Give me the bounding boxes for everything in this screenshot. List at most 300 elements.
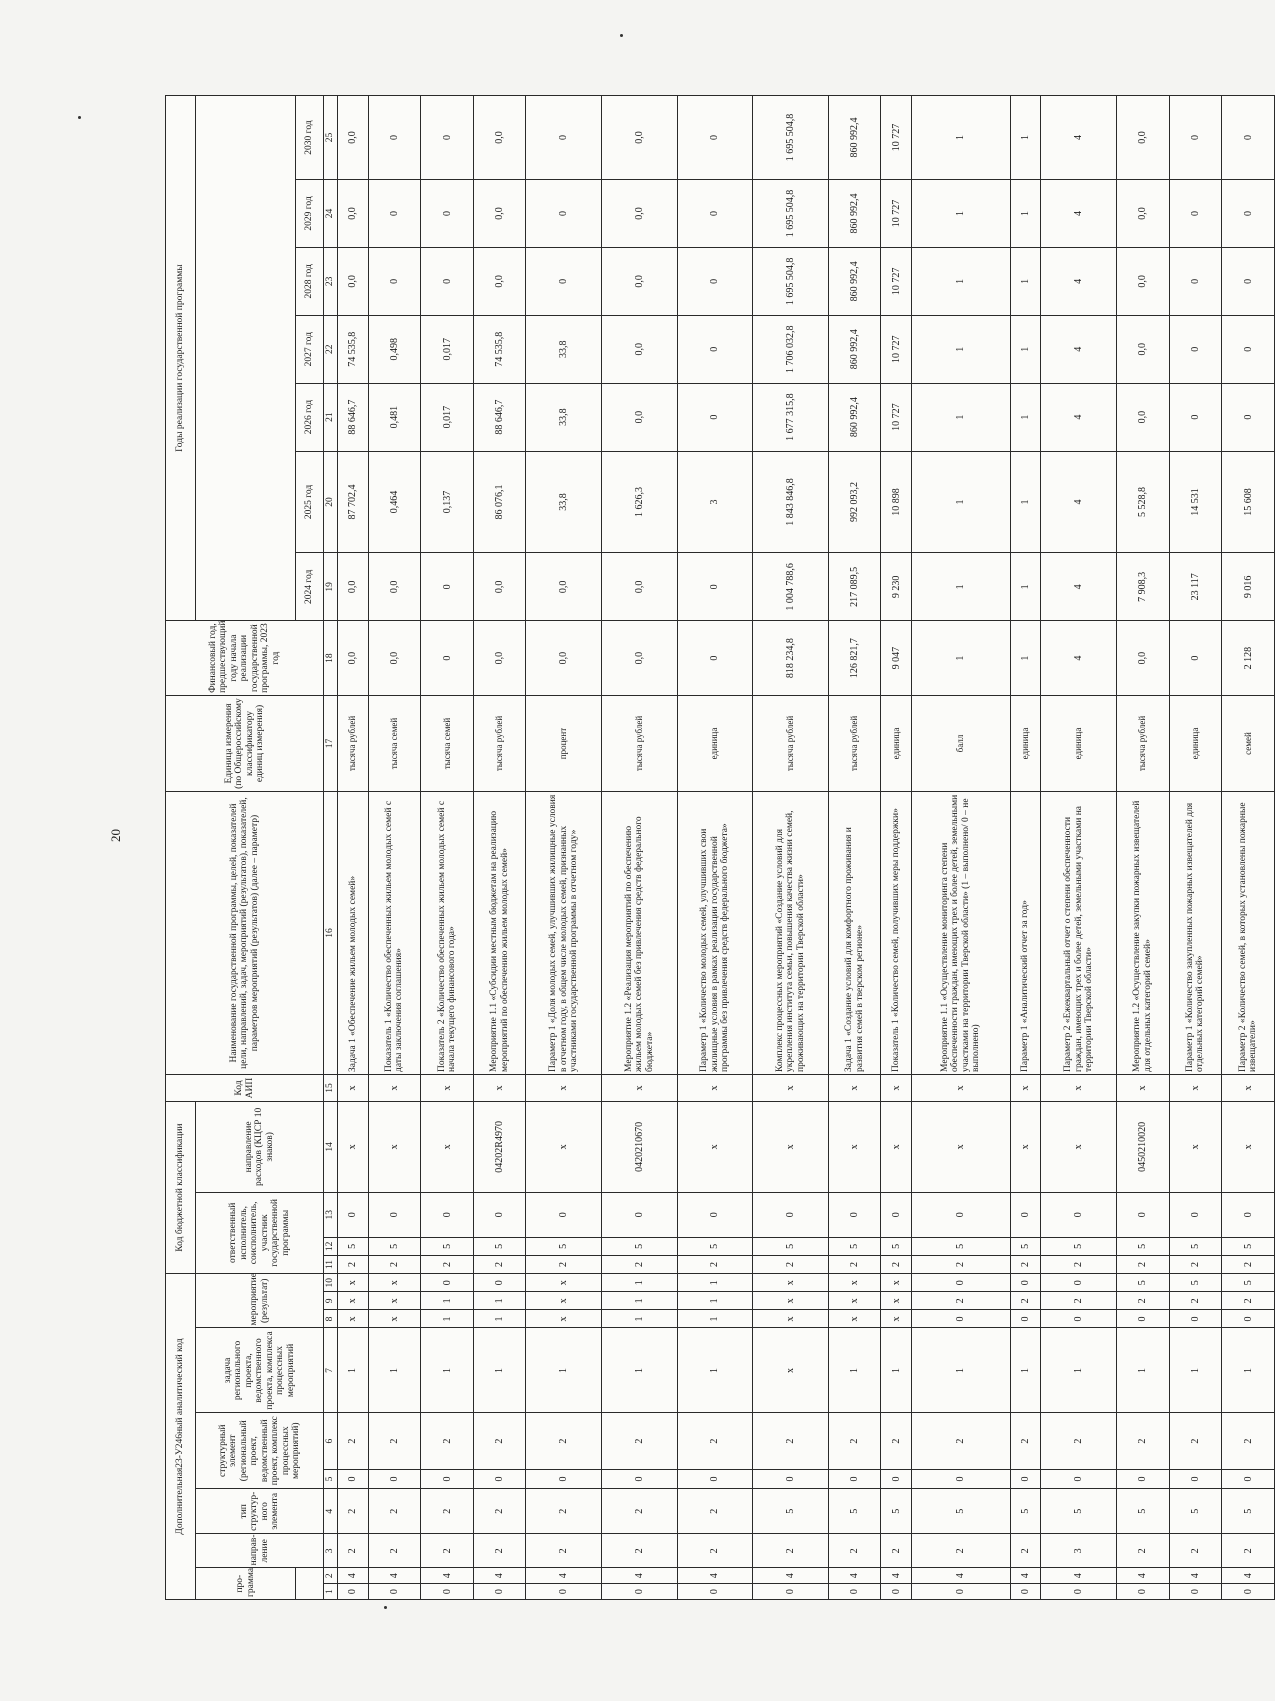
code-cell: 1 [1041, 1328, 1117, 1413]
code-cell: 4 [1010, 1568, 1041, 1584]
description-cell: Параметр 1 «Количество молодых семей, улучшивших свои жилищные условия в рамках реализации государственной программы без привлечения средств федерального бюджета» [677, 792, 753, 1075]
column-number: 2 [324, 1568, 338, 1584]
code-cell: 2 [421, 1489, 474, 1534]
code-cell: 0 [473, 1584, 526, 1600]
code-cell: 4 [1117, 1568, 1170, 1584]
code-cell: 2 [602, 1413, 678, 1470]
code-cell: x [1169, 1074, 1222, 1101]
code-cell: 2 [602, 1534, 678, 1568]
code-cell: 0 [526, 1469, 602, 1488]
value-cell: 4 [1041, 621, 1117, 696]
description-cell: Мероприятие 1.1 «Осуществление мониторинга степени обеспеченности граждан, имеющих трех и более детей, земельными участками на территории Тверской области» (1 – выполнено/ 0 – не выполнено) [912, 792, 1011, 1075]
code-cell: 1 [473, 1310, 526, 1328]
code-cell: 2 [1222, 1255, 1275, 1273]
code-cell: x [1041, 1102, 1117, 1193]
code-cell: x [828, 1274, 881, 1292]
value-cell: 0 [526, 180, 602, 248]
code-cell: 1 [338, 1328, 369, 1413]
code-cell: 0 [1117, 1192, 1170, 1237]
code-cell: x [368, 1274, 421, 1292]
code-cell: 2 [1010, 1534, 1041, 1568]
table-row [1117, 96, 1170, 1600]
code-cell: 2 [473, 1489, 526, 1534]
column-number: 25 [324, 96, 338, 180]
code-cell: x [421, 1102, 474, 1193]
code-cell: x [912, 1102, 1011, 1193]
code-cell: x [881, 1102, 912, 1193]
code-cell: 1 [473, 1328, 526, 1413]
value-cell: 0 [1169, 315, 1222, 383]
code-cell: 4 [1041, 1568, 1117, 1584]
code-cell: 5 [1041, 1237, 1117, 1255]
unit-cell: тысяча рублей [338, 695, 369, 791]
value-cell: 0,0 [1117, 96, 1170, 180]
value-cell: 0,0 [602, 383, 678, 451]
value-cell: 0,0 [338, 180, 369, 248]
code-cell: 0 [1041, 1584, 1117, 1600]
code-cell: x [1169, 1102, 1222, 1193]
code-cell: x [828, 1292, 881, 1310]
value-cell: 1 706 032,8 [753, 315, 829, 383]
code-cell: 2 [1041, 1292, 1117, 1310]
code-cell: 0420210670 [602, 1102, 678, 1193]
table-row [1169, 96, 1222, 1600]
code-cell: 4 [526, 1568, 602, 1584]
value-cell: 0 [1169, 621, 1222, 696]
value-cell: 10 727 [881, 96, 912, 180]
code-cell: 1 [828, 1328, 881, 1413]
code-cell: x [828, 1074, 881, 1101]
value-cell: 87 702,4 [338, 451, 369, 553]
code-cell: 0 [473, 1469, 526, 1488]
column-number: 18 [324, 621, 338, 696]
code-cell: 0 [1117, 1469, 1170, 1488]
column-number: 1 [324, 1584, 338, 1600]
code-cell: 5 [753, 1237, 829, 1255]
code-cell: 5 [912, 1237, 1011, 1255]
value-cell: 0,0 [473, 96, 526, 180]
value-cell: 74 535,8 [473, 315, 526, 383]
code-cell: 0 [912, 1274, 1011, 1292]
column-number: 13 [324, 1192, 338, 1237]
value-cell: 10 727 [881, 180, 912, 248]
header-struct-element: структурный элемент (региональный проект, ведомственный проект, комплекс процессных мероприятий) [196, 1413, 324, 1489]
code-cell: 2 [1222, 1413, 1275, 1470]
code-cell: 5 [828, 1489, 881, 1534]
code-cell: 5 [828, 1237, 881, 1255]
code-cell: 2 [1117, 1534, 1170, 1568]
code-cell: x [881, 1310, 912, 1328]
code-cell: 2 [526, 1489, 602, 1534]
unit-cell: тысяча рублей [473, 695, 526, 791]
code-cell: 2 [421, 1534, 474, 1568]
code-cell: 4 [828, 1568, 881, 1584]
code-cell: 2 [368, 1255, 421, 1273]
value-cell: 1 [1010, 451, 1041, 553]
code-cell: 2 [421, 1413, 474, 1470]
value-cell: 0 [677, 315, 753, 383]
scan-speck [384, 1606, 387, 1609]
value-cell: 14 531 [1169, 451, 1222, 553]
code-cell: 5 [1010, 1237, 1041, 1255]
code-cell: x [1010, 1102, 1041, 1193]
code-cell: 04202R4970 [473, 1102, 526, 1193]
value-cell: 1 [912, 315, 1011, 383]
code-cell: x [828, 1102, 881, 1193]
value-cell: 818 234,8 [753, 621, 829, 696]
unit-cell: тысяча рублей [753, 695, 829, 791]
value-cell: 217 089,5 [828, 553, 881, 621]
code-cell: x [753, 1310, 829, 1328]
value-cell: 0,464 [368, 451, 421, 553]
value-cell: 10 727 [881, 247, 912, 315]
year-2030: 2030 год [296, 96, 324, 180]
value-cell: 860 992,4 [828, 96, 881, 180]
column-number: 17 [324, 695, 338, 791]
code-cell: 2 [753, 1255, 829, 1273]
code-cell: 0 [753, 1469, 829, 1488]
code-cell: 2 [1041, 1255, 1117, 1273]
value-cell: 4 [1041, 553, 1117, 621]
code-cell: 4 [677, 1568, 753, 1584]
value-cell: 0 [421, 553, 474, 621]
unit-cell: единица [881, 695, 912, 791]
value-cell: 7 908,3 [1117, 553, 1170, 621]
code-cell: 2 [1117, 1255, 1170, 1273]
code-cell: 1 [602, 1292, 678, 1310]
code-cell: 2 [1169, 1534, 1222, 1568]
code-cell: x [1041, 1074, 1117, 1101]
code-cell: 5 [526, 1237, 602, 1255]
code-cell: 0 [368, 1584, 421, 1600]
code-cell: x [1222, 1102, 1275, 1193]
code-cell: 4 [602, 1568, 678, 1584]
code-cell: x [753, 1274, 829, 1292]
value-cell: 0 [677, 247, 753, 315]
code-cell: 5 [1169, 1489, 1222, 1534]
value-cell: 2 128 [1222, 621, 1275, 696]
column-number: 4 [324, 1489, 338, 1534]
value-cell: 126 821,7 [828, 621, 881, 696]
code-cell: 0 [912, 1310, 1011, 1328]
code-cell: x [602, 1074, 678, 1101]
code-cell: 2 [368, 1489, 421, 1534]
code-cell: 2 [1169, 1255, 1222, 1273]
value-cell: 0 [1169, 180, 1222, 248]
value-cell: 0,0 [473, 247, 526, 315]
column-number: 8 [324, 1310, 338, 1328]
code-cell: x [526, 1292, 602, 1310]
code-cell: 0 [1041, 1469, 1117, 1488]
value-cell: 1 [1010, 180, 1041, 248]
value-cell: 4 [1041, 96, 1117, 180]
column-number: 23 [324, 247, 338, 315]
code-cell: 1 [677, 1274, 753, 1292]
code-cell: 2 [1010, 1292, 1041, 1310]
code-cell: 5 [1222, 1274, 1275, 1292]
code-cell: 4 [881, 1568, 912, 1584]
value-cell: 0,0 [473, 621, 526, 696]
value-cell: 0 [421, 247, 474, 315]
year-2028: 2028 год [296, 247, 324, 315]
code-cell: 0 [881, 1469, 912, 1488]
code-cell: 4 [1222, 1568, 1275, 1584]
value-cell: 0 [421, 621, 474, 696]
value-cell: 0 [1222, 96, 1275, 180]
description-cell: Мероприятие 1.2 «Реализация мероприятий по обеспечению жильем молодых семей без привлечения средств федерального бюджета» [602, 792, 678, 1075]
code-cell: 2 [1222, 1292, 1275, 1310]
header-event: мероприятие (результат) [196, 1274, 324, 1328]
code-cell: 5 [602, 1237, 678, 1255]
column-number: 6 [324, 1413, 338, 1470]
code-cell: x [338, 1102, 369, 1193]
code-cell: x [338, 1074, 369, 1101]
table-row [473, 96, 526, 1600]
code-cell: 2 [338, 1489, 369, 1534]
value-cell: 1 [912, 553, 1011, 621]
code-cell: 2 [1010, 1413, 1041, 1470]
value-cell: 3 [677, 451, 753, 553]
code-cell: x [526, 1274, 602, 1292]
code-cell: 0 [338, 1192, 369, 1237]
code-cell: 0 [368, 1469, 421, 1488]
value-cell: 0 [1222, 247, 1275, 315]
unit-cell: тысяча рублей [828, 695, 881, 791]
code-cell: 2 [881, 1255, 912, 1273]
column-number: 3 [324, 1534, 338, 1568]
scan-speck [78, 116, 81, 119]
code-cell: x [828, 1310, 881, 1328]
value-cell: 0 [526, 96, 602, 180]
code-cell: 1 [602, 1310, 678, 1328]
year-2026: 2026 год [296, 383, 324, 451]
column-number: 15 [324, 1074, 338, 1101]
code-cell: 1 [421, 1292, 474, 1310]
code-cell: 1 [912, 1328, 1011, 1413]
value-cell: 0,0 [338, 621, 369, 696]
code-cell: x [881, 1074, 912, 1101]
value-cell: 0 [368, 247, 421, 315]
code-cell: 2 [1010, 1255, 1041, 1273]
value-cell: 4 [1041, 451, 1117, 553]
code-cell: 5 [1222, 1237, 1275, 1255]
header-years-blank [196, 96, 296, 621]
code-cell: 0 [1169, 1192, 1222, 1237]
code-cell: 2 [526, 1413, 602, 1470]
value-cell: 0 [677, 621, 753, 696]
unit-cell: тысяча рублей [602, 695, 678, 791]
value-cell: 88 646,7 [338, 383, 369, 451]
code-cell: x [368, 1102, 421, 1193]
code-cell: 2 [828, 1534, 881, 1568]
code-cell: 2 [677, 1255, 753, 1273]
header-analytic-code: Дополнительная23-У246ный аналитический код [166, 1274, 196, 1600]
code-cell: x [421, 1074, 474, 1101]
header-executor: ответственный исполнитель, соисполнитель, участник государственной программы [196, 1192, 324, 1273]
code-cell: x [473, 1074, 526, 1101]
value-cell: 0,498 [368, 315, 421, 383]
code-cell: 1 [421, 1328, 474, 1413]
year-2029: 2029 год [296, 180, 324, 248]
code-cell: x [338, 1274, 369, 1292]
code-cell: 0 [338, 1584, 369, 1600]
value-cell: 0,017 [421, 383, 474, 451]
code-cell: 5 [1041, 1489, 1117, 1534]
column-number: 14 [324, 1102, 338, 1193]
value-cell: 0 [1169, 96, 1222, 180]
code-cell: 0 [1117, 1310, 1170, 1328]
value-cell: 0 [421, 96, 474, 180]
code-cell: 0 [1222, 1584, 1275, 1600]
code-cell: 2 [912, 1534, 1011, 1568]
table-row [828, 96, 881, 1600]
value-cell: 0 [368, 96, 421, 180]
value-cell: 1 [1010, 315, 1041, 383]
column-number: 12 [324, 1237, 338, 1255]
value-cell: 1 [1010, 621, 1041, 696]
code-cell: 2 [1169, 1413, 1222, 1470]
code-cell: 2 [1222, 1534, 1275, 1568]
code-cell: 5 [1222, 1489, 1275, 1534]
code-cell: x [912, 1074, 1011, 1101]
code-cell: 0 [526, 1192, 602, 1237]
value-cell: 1 [1010, 553, 1041, 621]
code-cell: x [368, 1074, 421, 1101]
description-cell: Мероприятие 1.2 «Осуществление закупки пожарных извещателей для отдельных категорий семей» [1117, 792, 1170, 1075]
code-cell: 0 [473, 1274, 526, 1292]
value-cell: 1 [912, 180, 1011, 248]
header-type-struct: тип структур-ного элемента [196, 1489, 324, 1534]
header-program: про-грамма [196, 1568, 296, 1600]
code-cell: 0 [1010, 1584, 1041, 1600]
value-cell: 1 695 504,8 [753, 96, 829, 180]
code-cell: 2 [912, 1292, 1011, 1310]
description-cell: Параметр 1 «Доля молодых семей, улучшивших жилищные условия в отчетном году, в общем числе молодых семей, признанных участниками государственной программы в отчетном году» [526, 792, 602, 1075]
unit-cell: балл [912, 695, 1011, 791]
code-cell: 1 [677, 1292, 753, 1310]
code-cell: x [753, 1292, 829, 1310]
code-cell: 0 [828, 1469, 881, 1488]
value-cell: 0,017 [421, 315, 474, 383]
value-cell: 0,481 [368, 383, 421, 451]
value-cell: 23 117 [1169, 553, 1222, 621]
description-cell: Показатель 2 «Количество обеспеченных жильем молодых семей с начала текущего финансового года» [421, 792, 474, 1075]
column-number: 19 [324, 553, 338, 621]
header-years-group: Годы реализации государственной программы [166, 96, 196, 621]
table-body [338, 96, 1275, 1600]
code-cell: 0 [881, 1192, 912, 1237]
year-2024: 2024 год [296, 553, 324, 621]
header-budget-code: Код бюджетной классификации [166, 1102, 196, 1274]
page-number: 20 [108, 829, 123, 842]
value-cell: 0,0 [338, 96, 369, 180]
code-cell: 1 [602, 1274, 678, 1292]
code-cell: 4 [1169, 1568, 1222, 1584]
code-cell: 2 [828, 1413, 881, 1470]
code-cell: 2 [1117, 1292, 1170, 1310]
value-cell: 0,137 [421, 451, 474, 553]
code-cell: 0 [368, 1192, 421, 1237]
value-cell: 0,0 [338, 553, 369, 621]
unit-cell: семей [1222, 695, 1275, 791]
value-cell: 0 [1222, 315, 1275, 383]
column-number: 7 [324, 1328, 338, 1413]
code-cell: 2 [1169, 1292, 1222, 1310]
value-cell: 4 [1041, 180, 1117, 248]
code-cell: x [1010, 1074, 1041, 1101]
code-cell: 5 [1010, 1489, 1041, 1534]
value-cell: 0,0 [526, 621, 602, 696]
code-cell: 2 [881, 1413, 912, 1470]
unit-cell: единица [677, 695, 753, 791]
code-cell: x [338, 1310, 369, 1328]
code-cell: 0 [881, 1584, 912, 1600]
code-cell: 2 [912, 1255, 1011, 1273]
table-row [881, 96, 912, 1600]
column-number: 11 [324, 1255, 338, 1273]
code-cell: 4 [338, 1568, 369, 1584]
code-cell: 4 [368, 1568, 421, 1584]
code-cell: 1 [677, 1310, 753, 1328]
code-cell: 0 [421, 1192, 474, 1237]
table-row [753, 96, 829, 1600]
value-cell: 0 [677, 383, 753, 451]
code-cell: 2 [881, 1534, 912, 1568]
code-cell: 0 [677, 1469, 753, 1488]
value-cell: 0 [677, 96, 753, 180]
value-cell: 33,8 [526, 315, 602, 383]
value-cell: 4 [1041, 315, 1117, 383]
code-cell: 5 [1169, 1274, 1222, 1292]
scan-speck [620, 34, 623, 37]
value-cell: 10 727 [881, 315, 912, 383]
value-cell: 10 898 [881, 451, 912, 553]
value-cell: 0 [677, 553, 753, 621]
code-cell: 0 [526, 1584, 602, 1600]
code-cell: 0 [1041, 1192, 1117, 1237]
value-cell: 1 [912, 621, 1011, 696]
value-cell: 860 992,4 [828, 247, 881, 315]
code-cell: 2 [421, 1255, 474, 1273]
code-cell: 0450210020 [1117, 1102, 1170, 1193]
code-cell: 2 [1041, 1413, 1117, 1470]
code-cell: 2 [338, 1413, 369, 1470]
code-cell: 4 [473, 1568, 526, 1584]
code-cell: 2 [602, 1489, 678, 1534]
code-cell: 0 [1010, 1274, 1041, 1292]
code-cell: 4 [912, 1568, 1011, 1584]
value-cell: 33,8 [526, 383, 602, 451]
code-cell: 0 [912, 1192, 1011, 1237]
code-cell: 5 [368, 1237, 421, 1255]
value-cell: 88 646,7 [473, 383, 526, 451]
code-cell: 0 [421, 1469, 474, 1488]
column-number: 5 [324, 1469, 338, 1488]
code-cell: x [677, 1102, 753, 1193]
value-cell: 992 093,2 [828, 451, 881, 553]
description-cell: Параметр 2 «Количество семей, в которых установлены пожарные извещатели» [1222, 792, 1275, 1075]
value-cell: 10 727 [881, 383, 912, 451]
code-cell: x [753, 1074, 829, 1101]
table-row [421, 96, 474, 1600]
value-cell: 1 [912, 247, 1011, 315]
value-cell: 0 [1222, 180, 1275, 248]
value-cell: 9 016 [1222, 553, 1275, 621]
value-cell: 4 [1041, 247, 1117, 315]
value-cell: 1 [1010, 383, 1041, 451]
value-cell: 1 [912, 96, 1011, 180]
code-cell: 0 [1222, 1192, 1275, 1237]
